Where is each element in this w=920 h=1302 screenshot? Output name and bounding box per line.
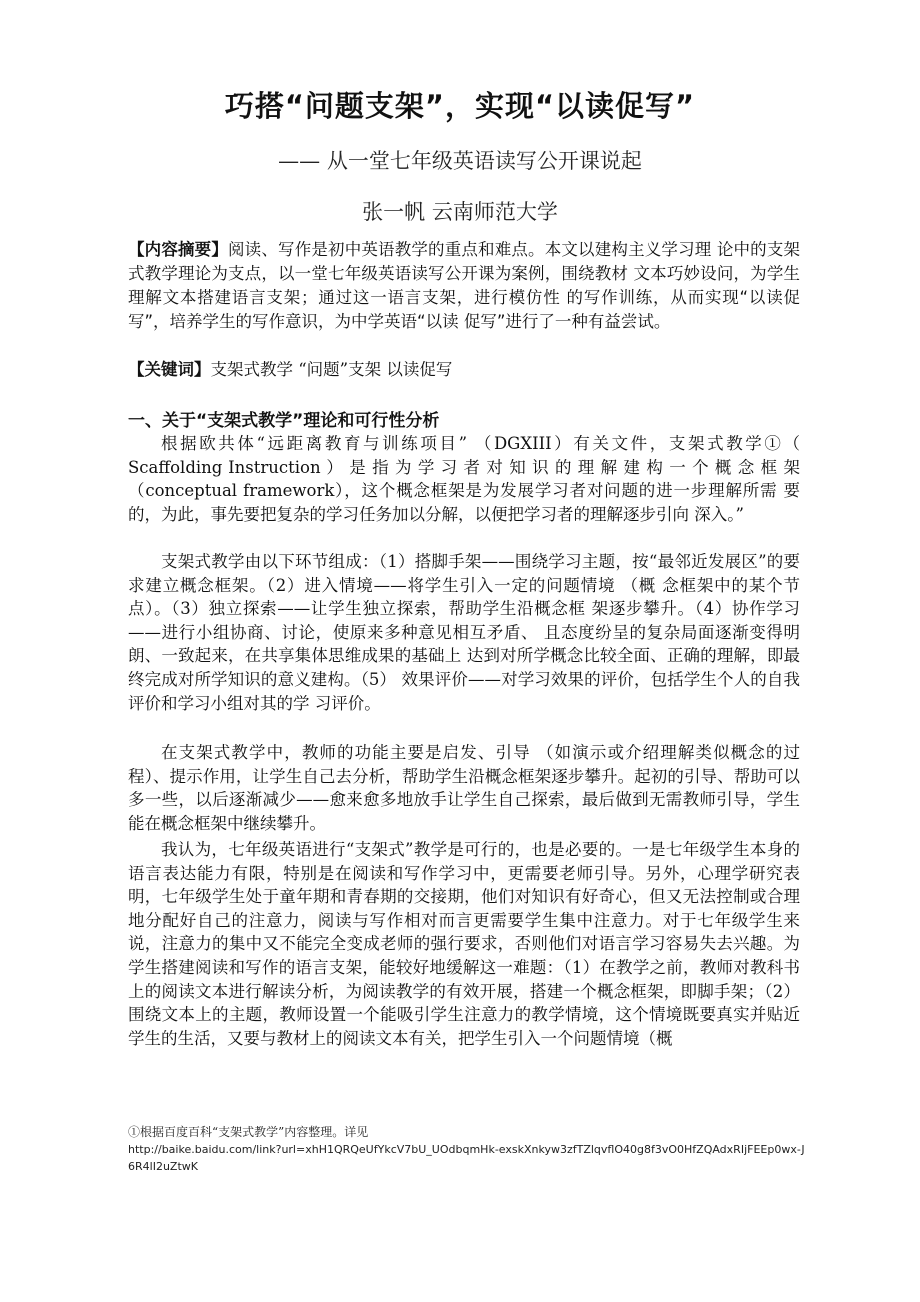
paragraph-1 xyxy=(128,432,800,526)
abstract-label: 【内容摘要】 xyxy=(128,240,229,259)
footnote-url: http://baike.baidu.com/link?url=xhH1QRQeUfYkcV7bU_UOdbqmHk-exskXnkyw3zfTZlqvflO40g8f3vO0HfZQAdxRIjFEEp0wx-J6R4lI2uZtwK xyxy=(128,1143,805,1173)
paragraph-text: 在支架式教学中，教师的功能主要是启发、引导 （如演示或介绍理解类似概念的过程）、提示作用，让学生自己去分析，帮助学生沿概念框架逐步攀升。起初的引导、帮助可以多一些，以后逐渐减少——愈来愈多地放手让学生自己探索，最后做到无需教师引导，学生能在概念框架中继续攀升。 xyxy=(128,743,800,833)
keywords-text: 支架式教学 “问题”支架 以读促写 xyxy=(210,360,453,379)
page-title: 巧搭“问题支架”，实现“以读促写” xyxy=(224,89,696,123)
abstract-text: 阅读、写作是初中英语教学的重点和难点。本文以建构主义学习理 论中的支架式教学理论为支点，以一堂七年级英语读写公开课为案例，围绕教材 文本巧妙设问，为学生理解文本搭建语言支架；通过这一语言支架，进行模仿性 的写作训练，从而实现“以读促写”，培养学生的写作意识，为中学英语“以读 促写”进行了一种有益尝试。 xyxy=(128,240,800,331)
section-heading: 一、关于“支架式教学”理论和可行性分析 xyxy=(128,411,440,431)
footnote-text: ①根据百度百科“支架式教学”内容整理。详见 xyxy=(128,1125,369,1139)
paragraph-2 xyxy=(128,550,800,715)
paragraph-text: 根据欧共体“远距离教育与训练项目” （DGXIII）有关文件，支架式教学①（ Scaffolding Instruction ） 是 指 为 学 习 者 对 知 识 的 理 解 建 构 一 个 概 念 框 架 （conceptual framework），这个概念框架是为发展学习者对问题的进一步理解所需 要的，为此，事先要把复杂的学习任务加以分解，以便把学习者的理解逐步引向 深入。” xyxy=(128,434,800,524)
keywords xyxy=(128,358,800,382)
page-subtitle: —— 从一堂七年级英语读写公开课说起 xyxy=(278,149,642,173)
paragraph-text: 我认为，七年级英语进行“支架式”教学是可行的，也是必要的。一是七年级学生本身的语言表达能力有限，特别是在阅读和写作学习中，更需要老师引导。另外，心理学研究表明，七年级学生处于童年期和青春期的交接期，他们对知识有好奇心，但又无法控制或合理地分配好自己的注意力，阅读与写作相对而言更需要学生集中注意力。对于七年级学生来说，注意力的集中又不能完全变成老师的强行要求，否则他们对语言学习容易失去兴趣。为学生搭建阅读和写作的语言支架，能较好地缓解这一难题：（1）在教学之前，教师对教科书上的阅读文本进行解读分析，为阅读教学的有效开展，搭建一个概念框架，即脚手架；（2）围绕文本上的主题，教师设置一个能吸引学生注意力的教学情境，这个情境既要真实并贴近学生的生活，又要与教材上的阅读文本有关，把学生引入一个问题情境（概 xyxy=(128,840,800,1048)
keywords-label: 【关键词】 xyxy=(128,360,211,379)
paragraph-text: 支架式教学由以下环节组成：（1）搭脚手架——围绕学习主题，按“最邻近发展区”的要求建立概念框架。（2）进入情境——将学生引入一定的问题情境 （概 念框架中的某个节点）。（3）独立探索——让学生独立探索，帮助学生沿概念框 架逐步攀升。（4）协作学习——进行小组协商、讨论，使原来多种意见相互矛盾、 且态度纷呈的复杂局面逐渐变得明朗、一致起来，在共享集体思维成果的基础上 达到对所学概念比较全面、正确的理解，即最终完成对所学知识的意义建构。（5） 效果评价——对学习效果的评价，包括学生个人的自我评价和学习小组对其的学 习评价。 xyxy=(128,552,800,713)
paragraph-4 xyxy=(128,838,800,1050)
abstract xyxy=(128,238,800,334)
author-line: 张一帆 云南师范大学 xyxy=(362,200,558,224)
footnote xyxy=(128,1124,808,1175)
paragraph-3 xyxy=(128,741,800,835)
